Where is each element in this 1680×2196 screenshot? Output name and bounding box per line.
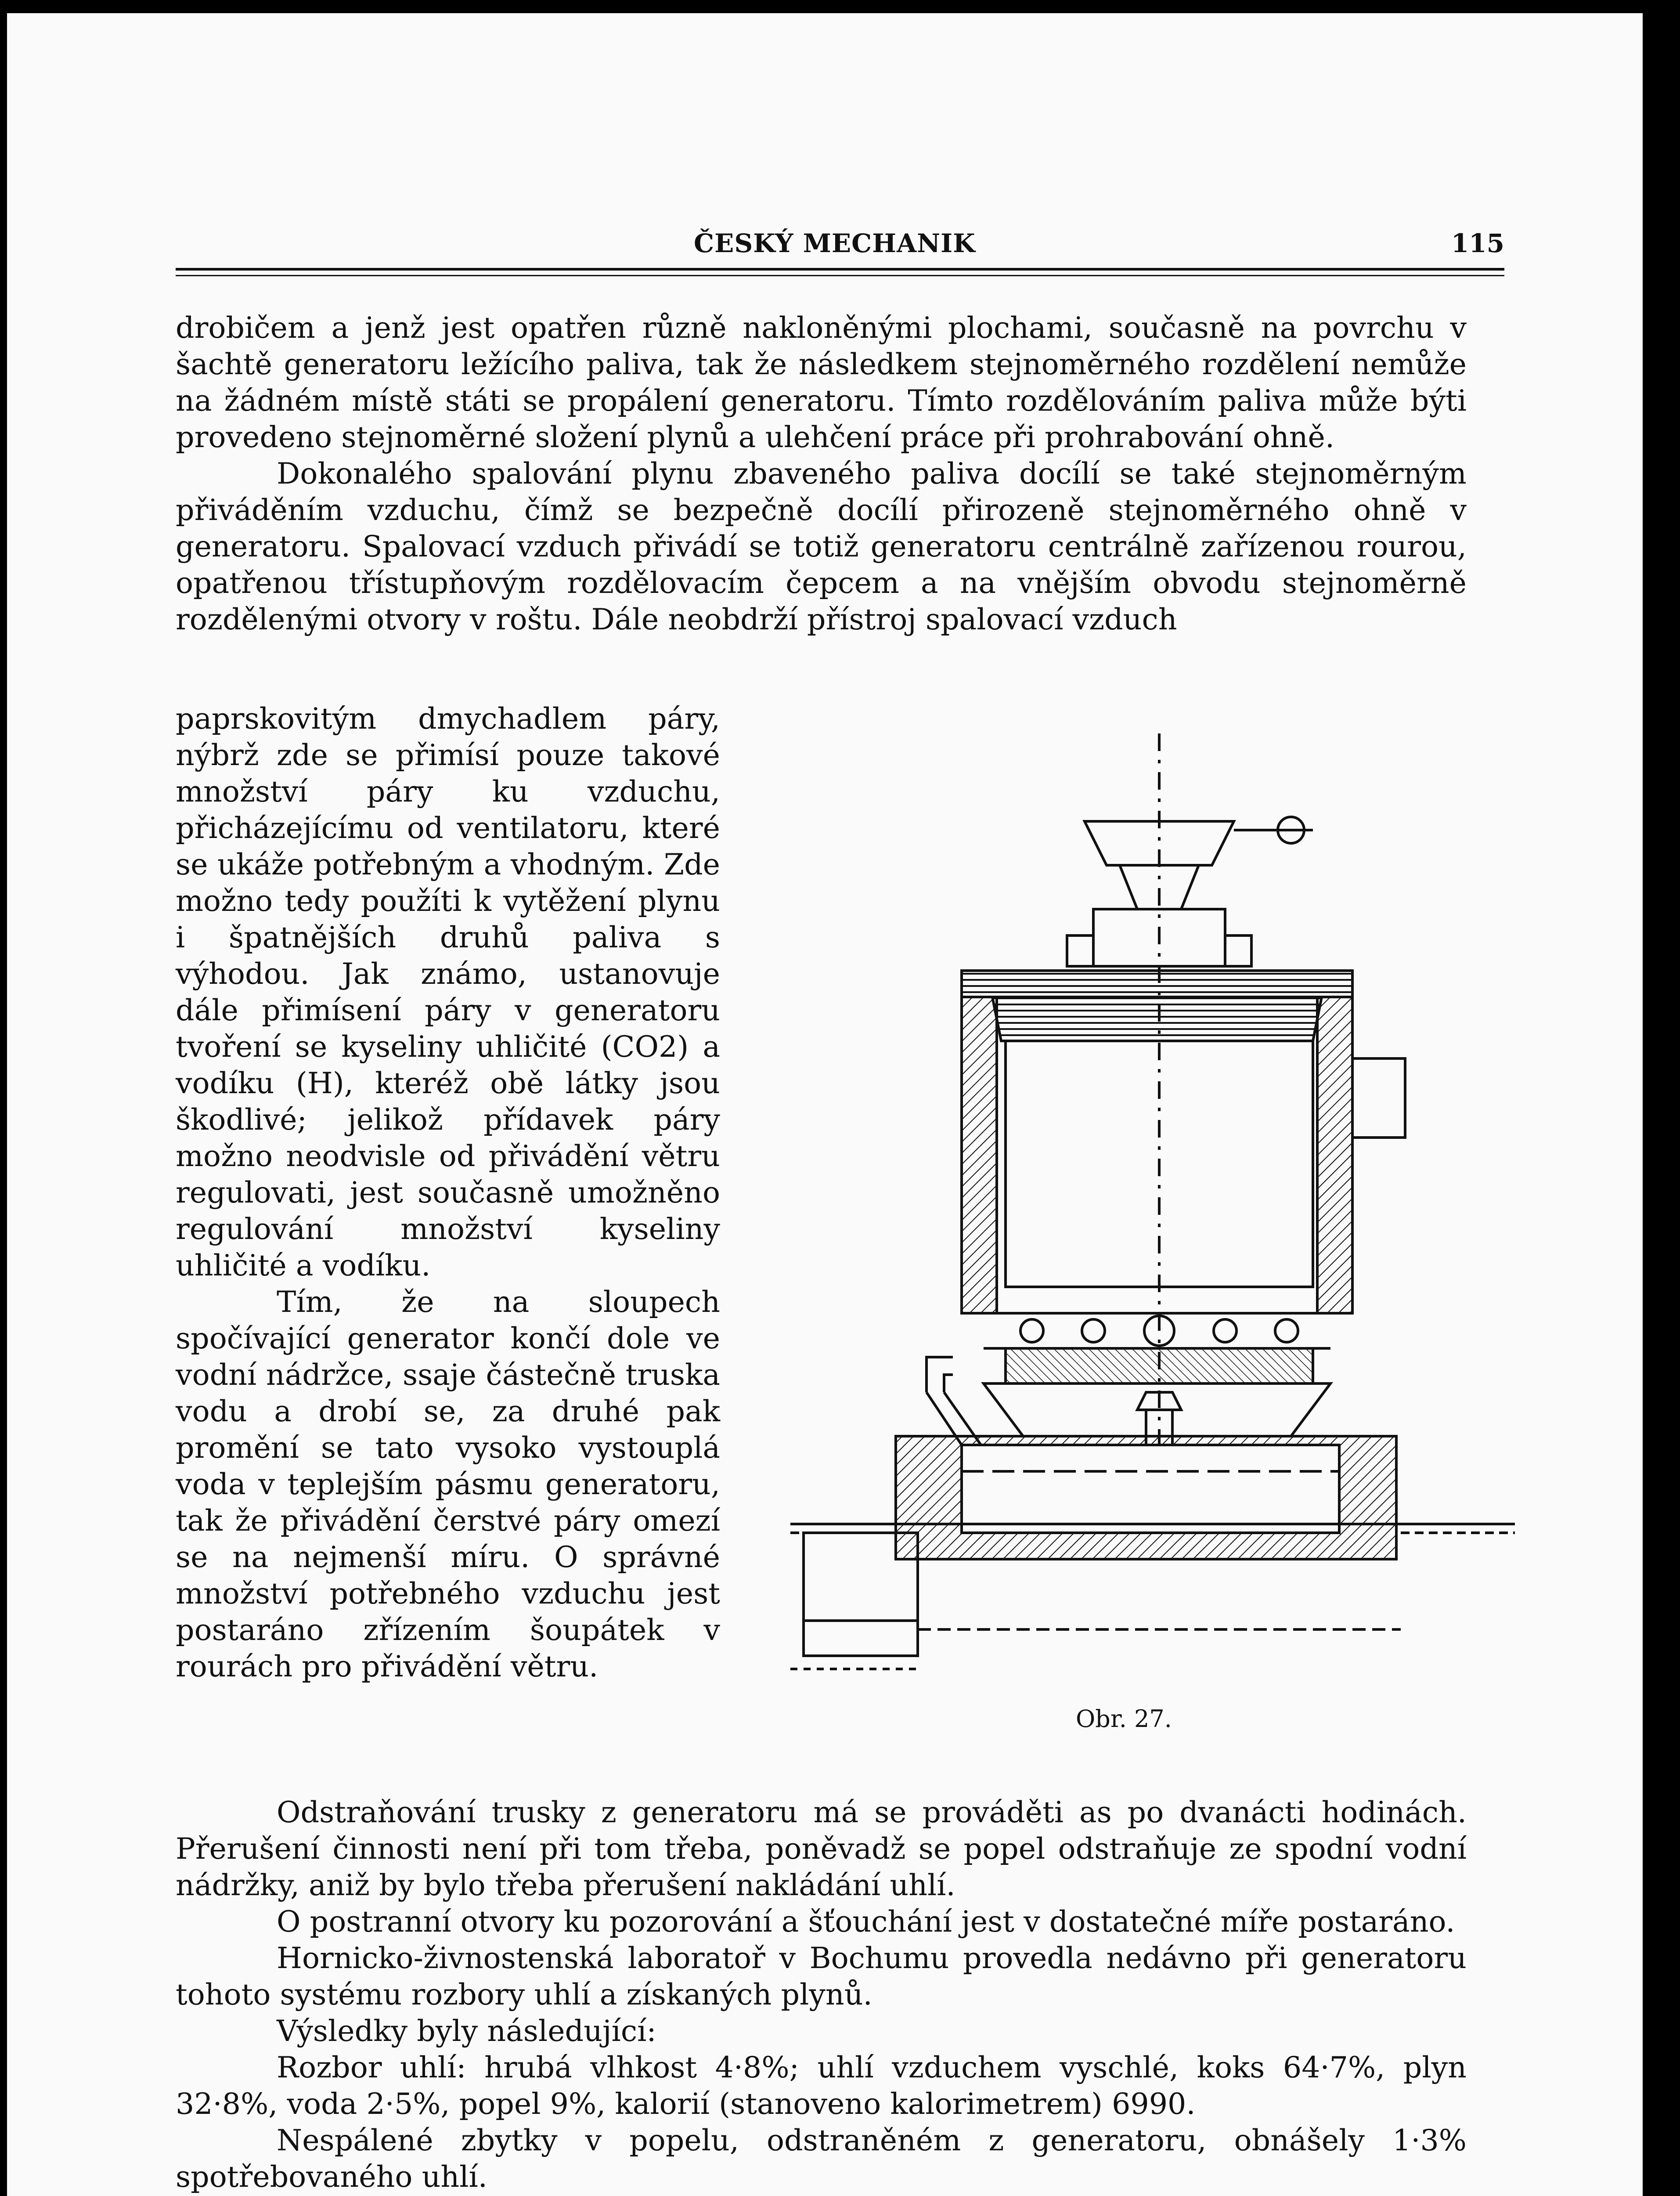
body-text-side [176,701,720,1685]
page-number: 115 [1451,228,1504,258]
running-header [176,228,1504,264]
journal-title: ČESKÝ MECHANIK [694,228,976,258]
paragraph: Tím, že na sloupech spočívající generator končí dole ve vodní nádržce, ssaje částečně truska vodu a drobí se, za druhé pak promění se tato vysoko vystouplá voda v teplejším pásmu generatoru, tak že přivádění čerstvé páry omezí se na nejmenší míru. O správné množství potřebného vzduchu jest postaráno zřízením šoupátek v rourách pro přivádění větru. [176,1285,720,1683]
figure-caption: Obr. 27. [1076,1705,1172,1733]
header-rule [176,268,1504,271]
paragraph: paprskovitým dmychadlem páry, nýbrž zde se přimísí pouze takové množství páry ku vzduchu, přicházejícímu od ventilatoru, které se ukáže potřebným a vhodným. Zde možno tedy použíti k vytěžení plynu i špatnějších druhů paliva s výhodou. Jak známo, ustanovuje dále přimísení páry v generatoru tvoření se kyseliny uhličité (CO2) a vodíku (H), kteréž obě látky jsou škodlivé; jelikož přídavek páry možno neodvisle od přivádění větru regulovati, jest současně umožněno regulování množství kyseliny uhličité a vodíku. [176,701,720,1282]
generator-diagram [786,725,1515,1735]
paragraph: Rozbor uhlí: hrubá vlhkost 4·8%; uhlí vzduchem vyschlé, koks 64·7%, plyn 32·8%, voda 2·5%, popel 9%, kalorií (stanoveno kalorimetrem) 6990. [176,2050,1467,2121]
paragraph: Výsledky byly následující: [277,2014,656,2048]
body-text-bottom [176,1794,1467,2195]
header-rule-thin [176,275,1504,276]
paragraph: drobičem a jenž jest opatřen různě nakloněnými plochami, současně na povrchu v šachtě generatoru ležícího paliva, tak že následkem stejnoměrného rozdělení nemůže na žádném místě státi se propálení generatoru. Tímto rozdělováním paliva může býti provedeno stejnoměrné složení plynů a ulehčení práce při prohrabování ohně. [176,311,1467,454]
paragraph: Nespálené zbytky v popelu, odstraněném z generatoru, obnášely 1·3% spotřebovaného uhlí. [176,2123,1467,2194]
paragraph: Dokonalého spalování plynu zbaveného paliva docílí se také stejnoměrným přiváděním vzduchu, čímž se bezpečně docílí přirozeně stejnoměrného ohně v generatoru. Spalovací vzduch přivádí se totiž generatoru centrálně zařízenou rourou, opatřenou třístupňovým rozdělovacím čepcem a na vnějším obvodu stejnoměrně rozdělenými otvory v roštu. Dále neobdrží přístroj spalovací vzduch [176,456,1467,636]
paragraph: O postranní otvory ku pozorování a šťouchání jest v dostatečné míře postaráno. [277,1904,1455,1939]
paragraph: Hornicko-živnostenská laboratoř v Bochumu provedla nedávno při generatoru tohoto systému rozbory uhlí a získaných plynů. [176,1941,1467,2012]
body-text-top [176,310,1467,638]
paragraph: Odstraňování trusky z generatoru má se prováděti as po dvanácti hodinách. Přerušení činnosti není při tom třeba, poněvadž se popel odstraňuje ze spodní vodní nádržky, aniž by bylo třeba přerušení nakládání uhlí. [176,1795,1467,1902]
